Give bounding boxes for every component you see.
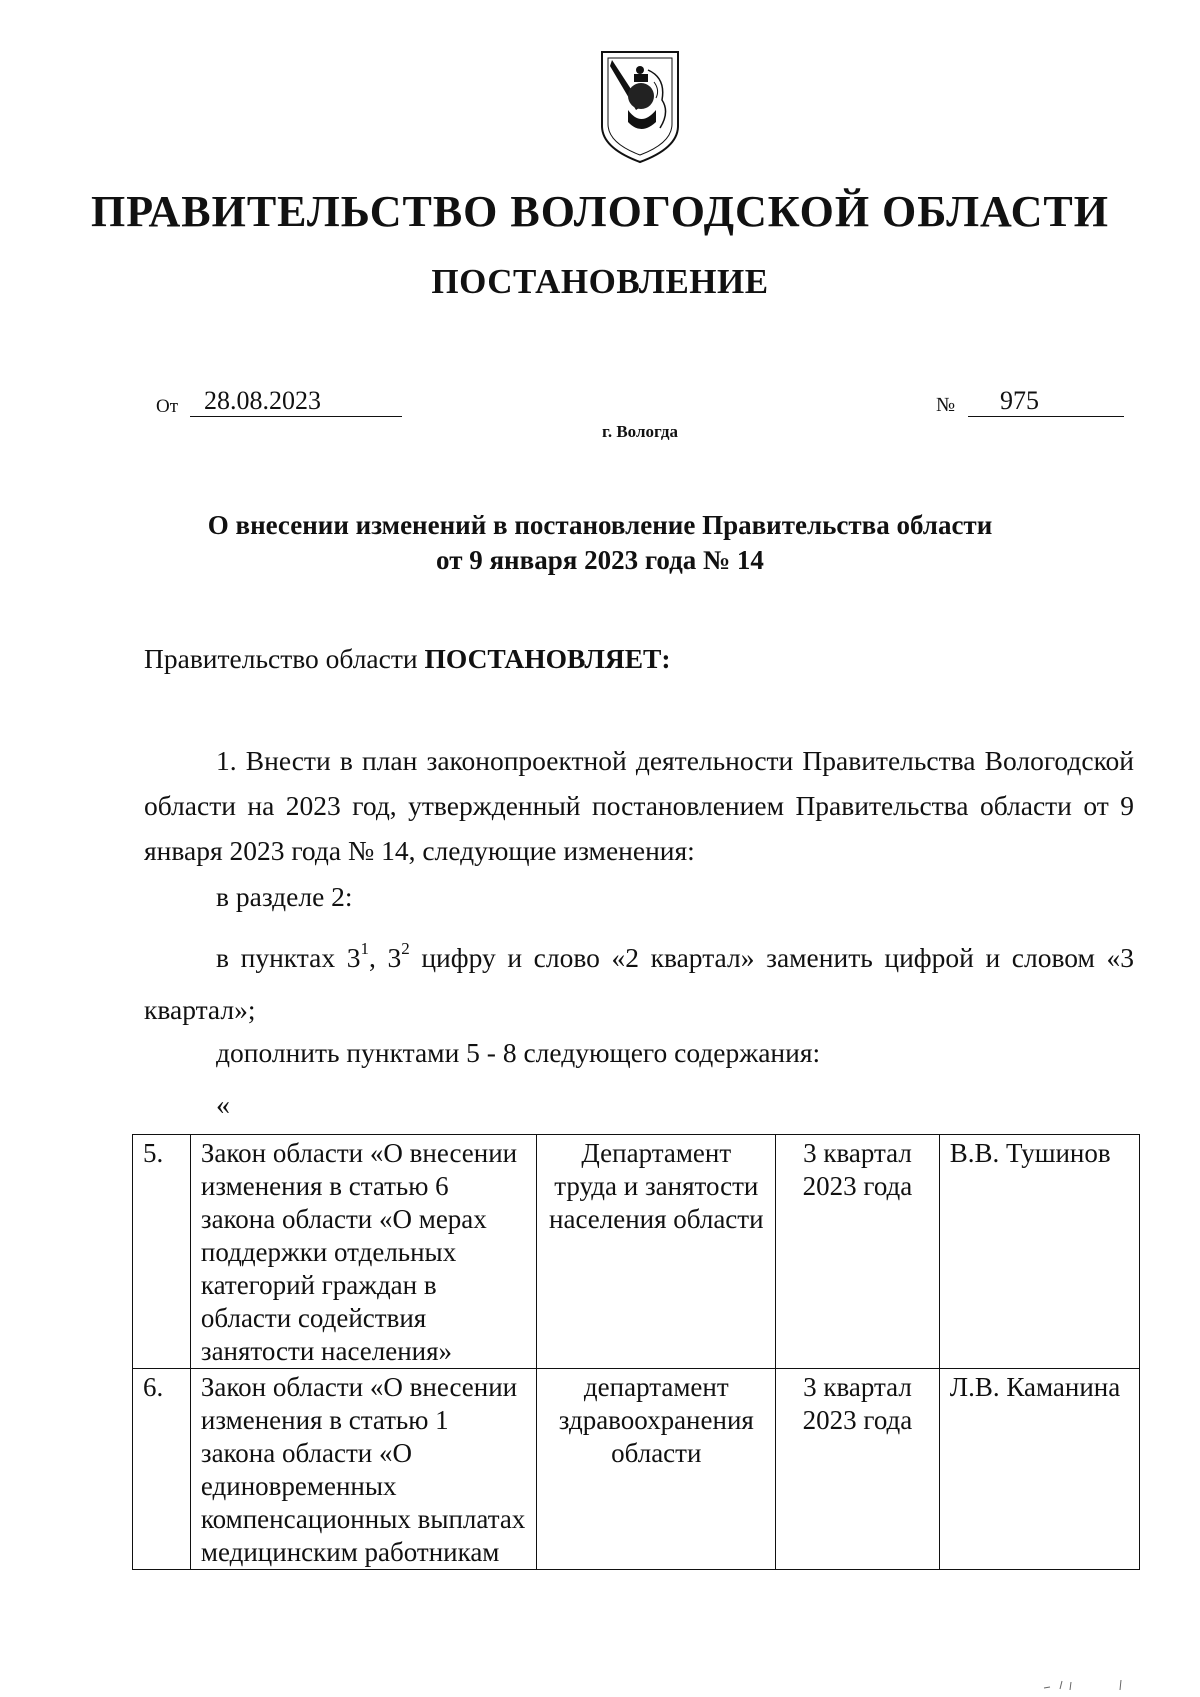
row-term: 3 квартал 2023 года [776, 1135, 940, 1369]
document-type: ПОСТАНОВЛЕНИЕ [431, 262, 769, 301]
row-department: департамент здравоохранения области [537, 1369, 776, 1570]
document-date: 28.08.2023 [190, 386, 402, 417]
date-label: От [156, 396, 179, 417]
items-change-paragraph [144, 932, 1134, 1036]
items-sup-1: 1 [360, 938, 369, 958]
legislation-plan-table [132, 1134, 1140, 1570]
items-sup-2: 2 [401, 938, 410, 958]
row-title: Закон области «О внесении изменения в статью 6 закона области «О мерах поддержки отдельных категорий граждан в области содействия занятости населения» [190, 1135, 537, 1369]
items-separator: , 3 [368, 942, 402, 973]
row-title: Закон области «О внесении изменения в статью 1 закона области «О единовременных компенсационных выплатах медицинским работникам [190, 1369, 537, 1570]
subject-line-2: от 9 января 2023 года № 14 [436, 545, 764, 575]
vologda-coat-of-arms-icon [596, 48, 684, 166]
table-row [133, 1369, 1140, 1570]
open-quote: « [216, 1090, 230, 1121]
add-points-paragraph: дополнить пунктами 5 - 8 следующего содержания: [216, 1037, 821, 1068]
city-label: г. Вологда [602, 422, 678, 441]
scan-artifact-marks [1040, 1678, 1160, 1692]
table-row [133, 1135, 1140, 1369]
document-subject [150, 508, 1050, 578]
items-rest: цифру и слово «2 квартал» заменить цифрой и словом «3 квартал»; [144, 942, 1135, 1025]
row-number: 6. [133, 1369, 191, 1570]
government-title: ПРАВИТЕЛЬСТВО ВОЛОГОДСКОЙ ОБЛАСТИ [91, 187, 1109, 236]
paragraph-1: 1. Внести в план законопроектной деятельности Правительства Вологодской области на 2023 год, утвержденный постановлением Правительства области от 9 января 2023 года № 14, следующие изменения: [144, 745, 1134, 866]
items-prefix: в пунктах 3 [216, 942, 361, 973]
row-responsible: Л.В. Каманина [939, 1369, 1139, 1570]
row-department: Департамент труда и занятости населения области [537, 1135, 776, 1369]
row-term: 3 квартал 2023 года [776, 1369, 940, 1570]
row-number: 5. [133, 1135, 191, 1369]
document-number: 975 [968, 386, 1124, 417]
subject-line-1: О внесении изменений в постановление Правительства области [207, 510, 993, 540]
intro-prefix: Правительство области [144, 643, 418, 674]
section-reference: в разделе 2: [216, 881, 353, 912]
row-responsible: В.В. Тушинов [939, 1135, 1139, 1369]
number-label: № [936, 394, 956, 416]
intro-paragraph [144, 642, 671, 675]
intro-verb: ПОСТАНОВЛЯЕТ: [424, 643, 671, 674]
